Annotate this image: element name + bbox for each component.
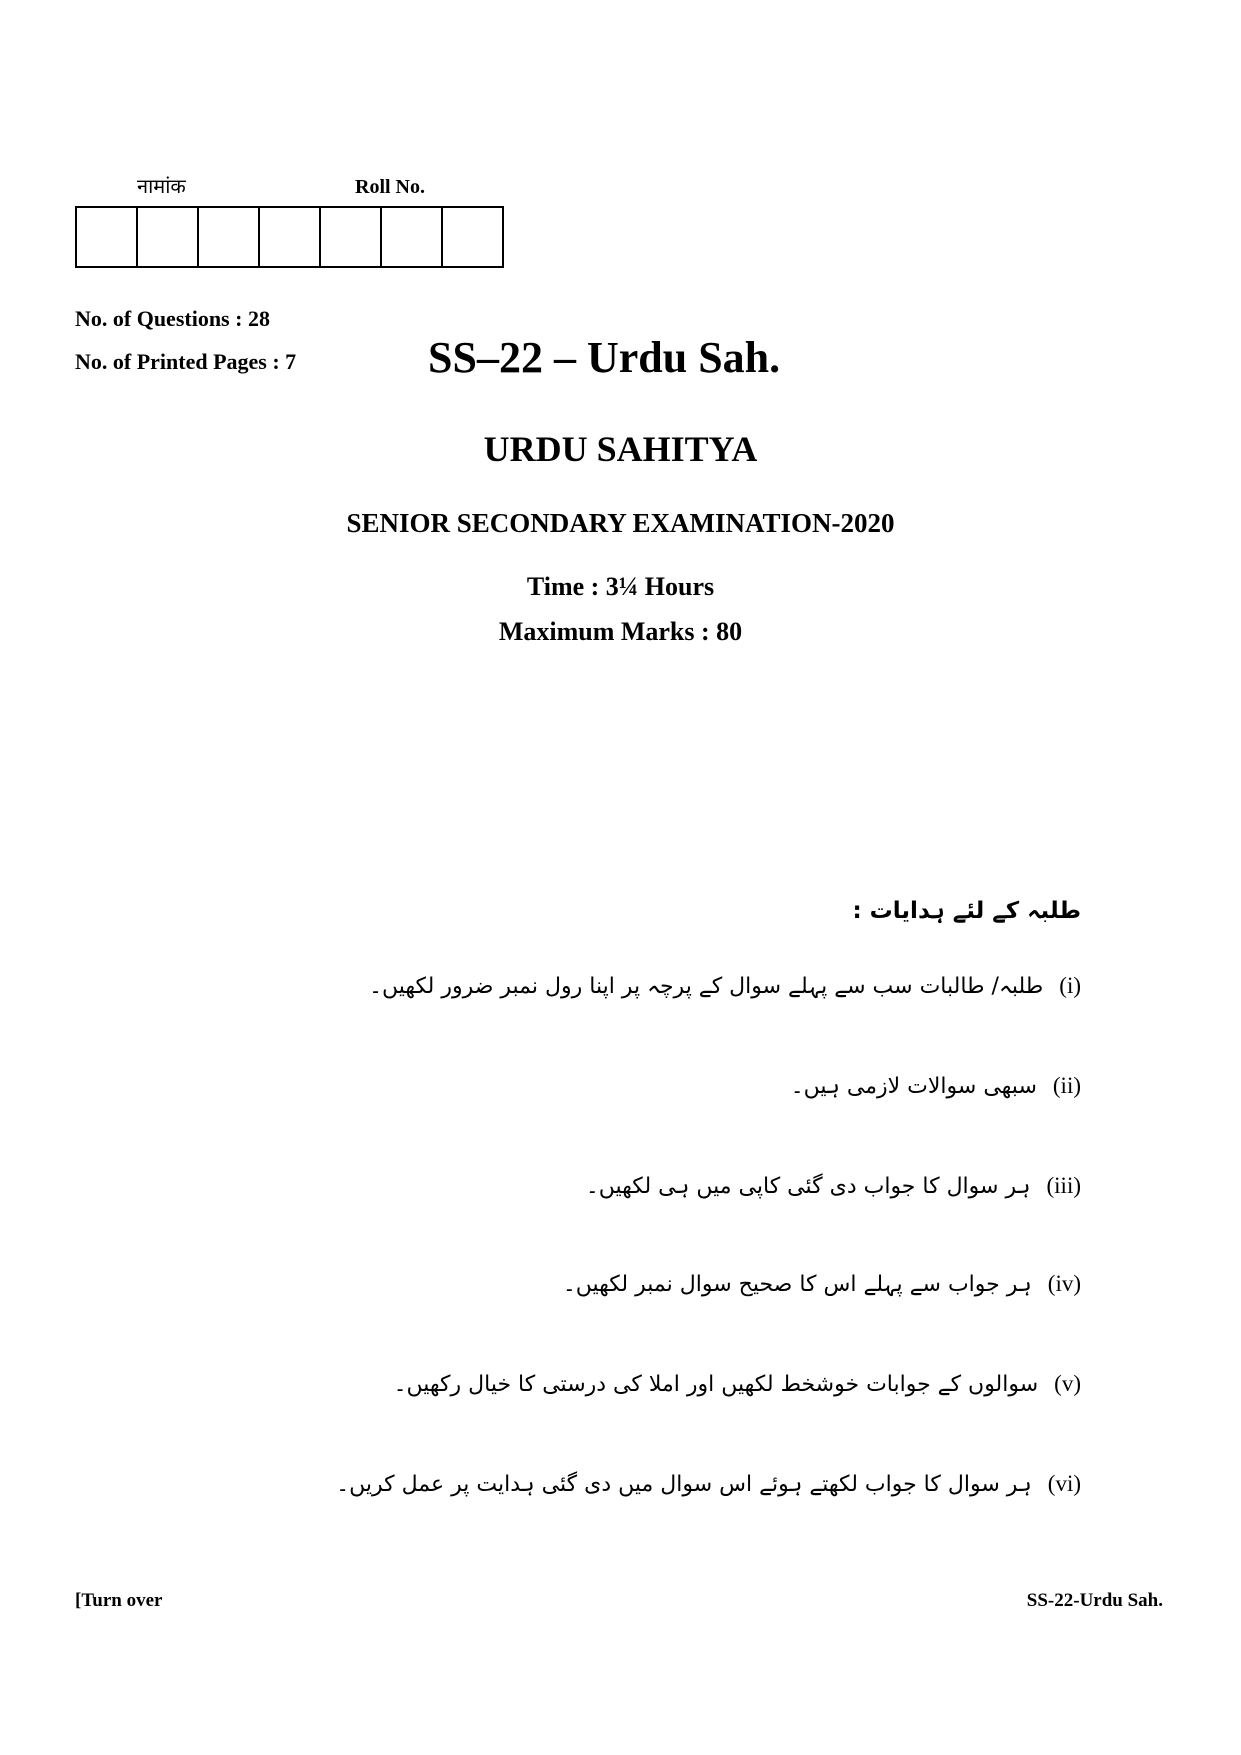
instruction-text: طلبہ/ طالبات سب سے پہلے سوال کے پرچہ پر اپنا رول نمبر ضرور لکھیں۔ xyxy=(369,974,1044,999)
number-of-questions: No. of Questions : 28 xyxy=(75,306,270,331)
roll-number-box[interactable] xyxy=(77,208,138,266)
number-of-printed-pages: No. of Printed Pages : 7 xyxy=(75,349,297,374)
turn-over-note: [Turn over xyxy=(75,1590,163,1611)
instruction-number: (ii) xyxy=(1052,1073,1081,1098)
instruction-item xyxy=(336,1471,1081,1497)
footer-paper-code: SS-22-Urdu Sah. xyxy=(1026,1590,1163,1611)
instructions-heading: طلبہ کے لئے ہدایات : xyxy=(852,898,1081,924)
time-allowed: Time : 3¼ Hours xyxy=(526,572,715,601)
instruction-text: ہر سوال کا جواب دی گئی کاپی میں ہی لکھیں۔ xyxy=(585,1174,1031,1199)
instruction-text: ہر جواب سے پہلے اس کا صحیح سوال نمبر لکھیں۔ xyxy=(562,1272,1032,1297)
instruction-item xyxy=(791,1073,1081,1099)
roll-number-box[interactable] xyxy=(260,208,321,266)
instruction-item xyxy=(563,1271,1081,1297)
instruction-number: (v) xyxy=(1054,1371,1081,1396)
roll-number-label-hindi: नामांक xyxy=(137,174,186,198)
instruction-text: سوالوں کے جوابات خوشخط لکھیں اور املا کی درستی کا خیال رکھیں۔ xyxy=(393,1372,1039,1397)
instruction-item xyxy=(586,1173,1081,1199)
roll-number-box[interactable] xyxy=(382,208,443,266)
instruction-item xyxy=(394,1371,1081,1397)
roll-number-box[interactable] xyxy=(138,208,199,266)
instruction-item xyxy=(369,973,1081,999)
maximum-marks: Maximum Marks : 80 xyxy=(498,617,743,646)
subject-title: URDU SAHITYA xyxy=(483,429,758,469)
instruction-number: (iii) xyxy=(1046,1173,1081,1198)
roll-number-boxes xyxy=(75,206,504,268)
paper-code: SS–22 – Urdu Sah. xyxy=(428,333,781,382)
instruction-number: (i) xyxy=(1059,973,1081,998)
instruction-text: سبھی سوالات لازمی ہیں۔ xyxy=(790,1074,1037,1099)
instruction-number: (vi) xyxy=(1047,1471,1081,1496)
roll-number-box[interactable] xyxy=(199,208,260,266)
roll-number-label: Roll No. xyxy=(355,176,425,198)
instruction-number: (iv) xyxy=(1047,1271,1081,1296)
instruction-text: ہر سوال کا جواب لکھتے ہوئے اس سوال میں دی گئی ہدایت پر عمل کریں۔ xyxy=(336,1472,1032,1497)
roll-number-box[interactable] xyxy=(443,208,502,266)
exam-title: SENIOR SECONDARY EXAMINATION-2020 xyxy=(346,508,895,538)
roll-number-box[interactable] xyxy=(321,208,382,266)
